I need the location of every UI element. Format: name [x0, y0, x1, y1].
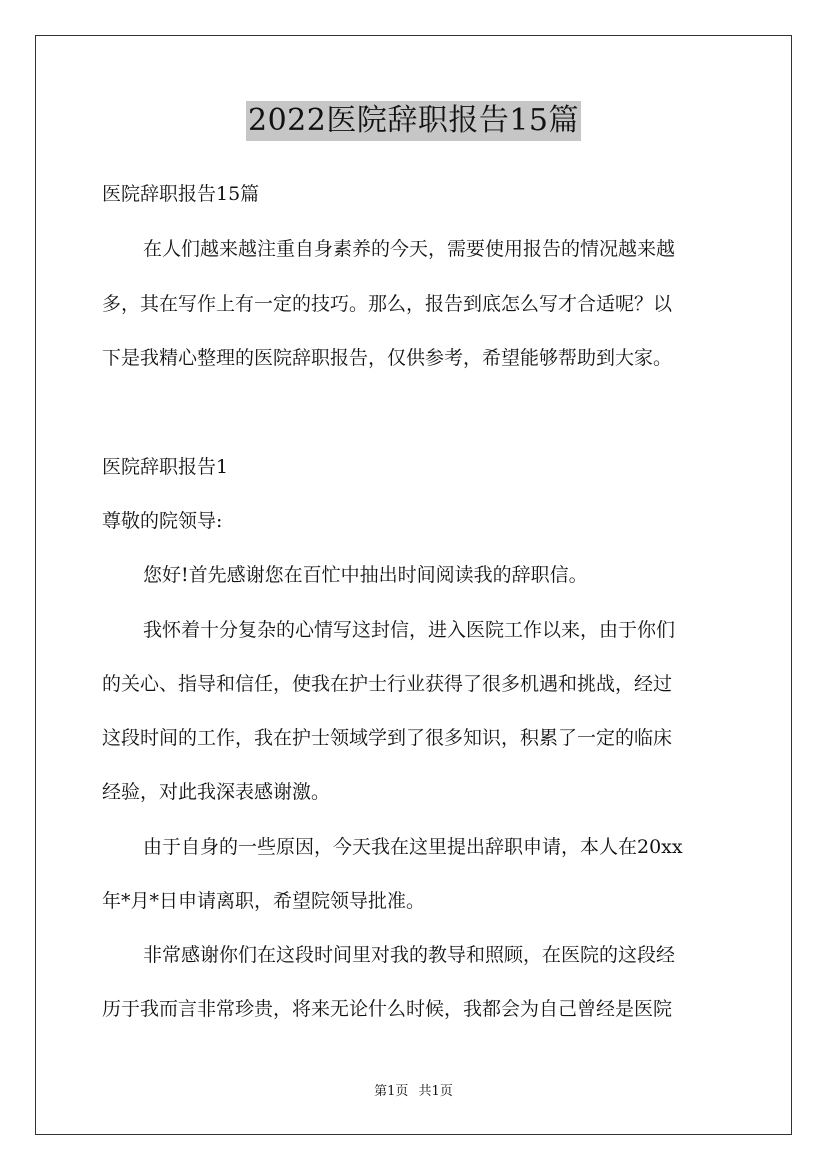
intro-line-1: 在人们越来越注重自身素养的今天，需要使用报告的情况越来越	[143, 238, 676, 260]
paragraph-2-line-3: 这段时间的工作，我在护士领域学到了很多知识，积累了一定的临床	[102, 727, 673, 749]
document-subtitle: 医院辞职报告15篇	[102, 183, 260, 205]
paragraph-3-line-2: 年*月*日申请离职，希望院领导批准。	[102, 890, 426, 912]
paragraph-3-line-1: 由于自身的一些原因，今天我在这里提出辞职申请，本人在20xx	[143, 836, 683, 858]
paragraph-2-line-4: 经验，对此我深表感谢激。	[102, 781, 331, 803]
paragraph-2-line-2: 的关心、指导和信任，使我在护士行业获得了很多机遇和挑战，经过	[102, 673, 673, 695]
section-heading: 医院辞职报告1	[102, 456, 229, 478]
paragraph-4-line-2: 历于我而言非常珍贵，将来无论什么时候，我都会为自己曾经是医院	[102, 998, 673, 1020]
paragraph-2-line-1: 我怀着十分复杂的心情写这封信，进入医院工作以来，由于你们	[143, 619, 676, 641]
salutation: 尊敬的院领导:	[102, 510, 223, 532]
paragraph-4-line-1: 非常感谢你们在这段时间里对我的教导和照顾，在医院的这段经	[143, 944, 676, 966]
document-title-wrapper	[0, 100, 827, 141]
paragraph-1: 您好!首先感谢您在百忙中抽出时间阅读我的辞职信。	[143, 564, 588, 586]
intro-line-3: 下是我精心整理的医院辞职报告，仅供参考，希望能够帮助到大家。	[102, 347, 673, 369]
page-footer: 第1页 共1页	[374, 1084, 453, 1099]
intro-line-2: 多，其在写作上有一定的技巧。那么，报告到底怎么写才合适呢？以	[102, 293, 673, 315]
document-title: 2022医院辞职报告15篇	[246, 101, 581, 141]
